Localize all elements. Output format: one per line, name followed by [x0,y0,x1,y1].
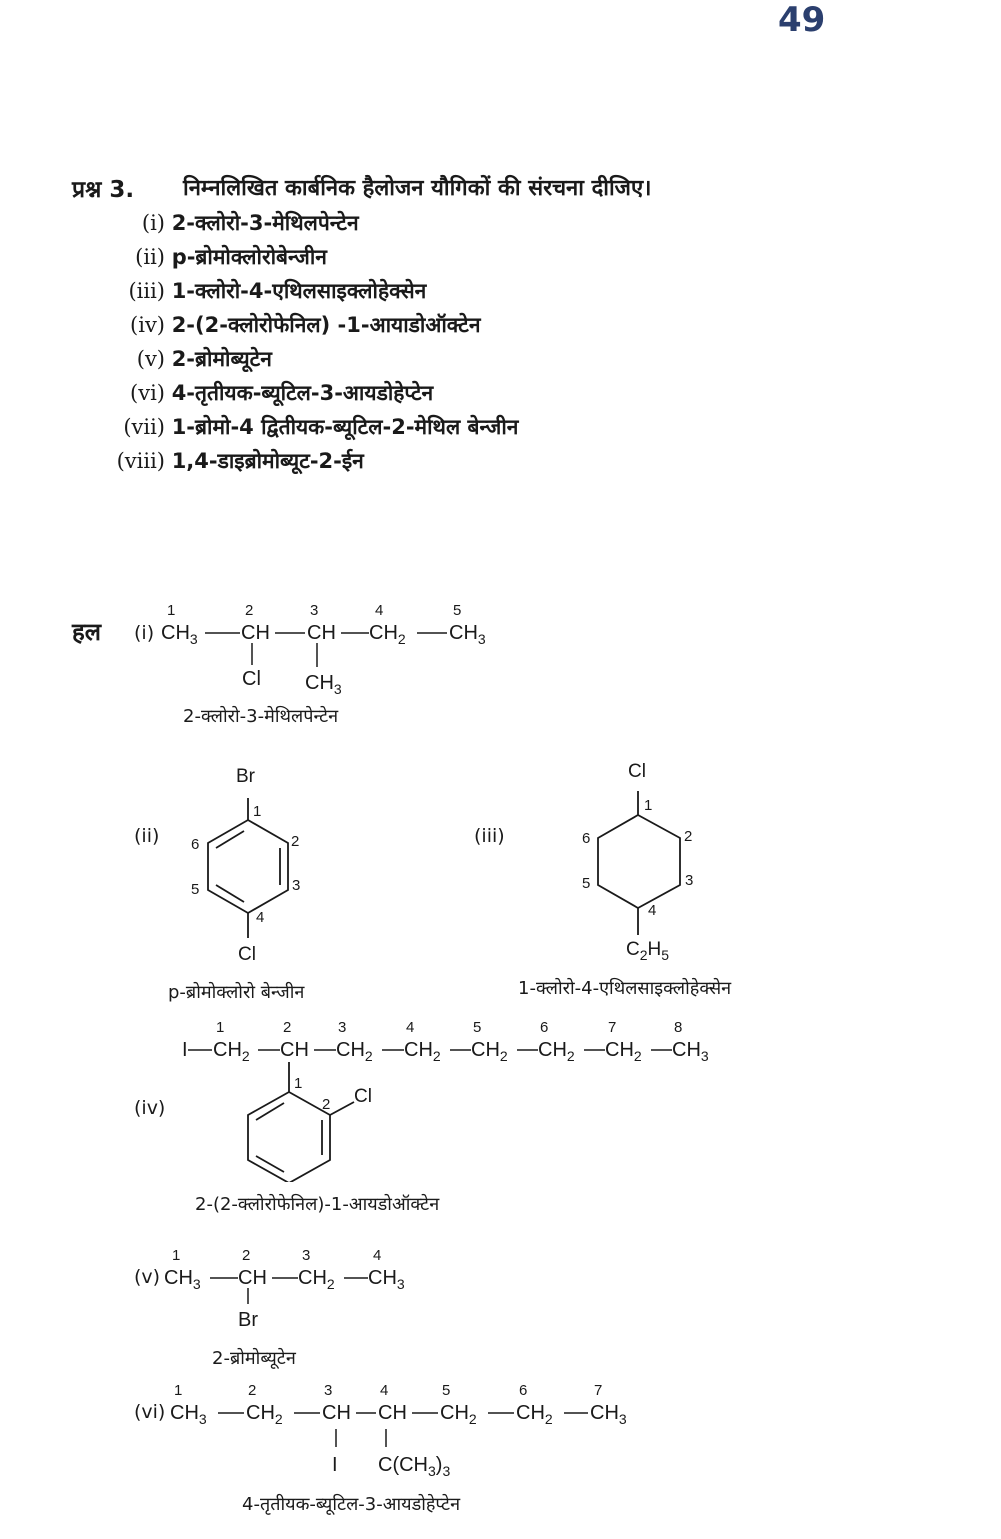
svg-text:4: 4 [380,1382,389,1399]
svg-text:2: 2 [248,1382,257,1399]
page-number: 49 [778,0,826,40]
svg-text:CH2: $CH_2$ [213,1039,250,1064]
svg-text:CH: CH [307,622,336,644]
svg-text:C2H5: $C_2H_5$ [626,939,670,963]
svg-text:5: 5 [582,875,591,892]
svg-text:CH2: $CH_2$ [246,1402,283,1427]
question-item [110,311,481,339]
item-number: (vi) [130,381,165,405]
caption-iii: 1-क्लोरो-4-एथिलसाइक्लोहेक्सेन [518,978,732,999]
svg-text:CH2: $CH_2$ [336,1039,373,1064]
svg-text:3: 3 [310,602,319,619]
structure-4-tert-butyl-3-iodoheptane [164,1375,654,1485]
svg-text:Cl: Cl [354,1086,372,1107]
svg-text:CH2: $CH_2$ [605,1039,642,1064]
svg-text:1: 1 [216,1019,225,1036]
svg-text:1: 1 [167,602,176,619]
svg-text:2: 2 [245,602,254,619]
svg-text:4: 4 [406,1019,415,1036]
item-number: (ii) [135,245,165,269]
item-number: (viii) [116,449,165,473]
svg-text:Cl: Cl [238,944,256,965]
solution-label: हल [72,618,102,646]
svg-text:CH3: $CH_3$ [161,622,198,647]
svg-text:CH: CH [378,1402,407,1424]
solution-mark-iii: (iii) [474,825,505,847]
svg-text:C(CH3)3: $C(CH_3)_3$ [378,1454,451,1479]
svg-text:3: 3 [338,1019,347,1036]
item-text: 2-ब्रोमोब्यूटेन [171,347,272,371]
svg-text:CH2: $CH_2$ [471,1039,508,1064]
svg-text:Cl: Cl [242,668,261,690]
question-item [110,345,272,373]
svg-text:2: 2 [684,828,693,845]
svg-text:CH: CH [238,1267,267,1289]
svg-text:CH3: $CH_3$ [672,1039,709,1064]
question-item [110,209,359,237]
solution-mark-i: (i) [134,622,155,644]
svg-text:6: 6 [191,836,200,853]
svg-text:4: 4 [256,909,265,926]
structure-2-bromobutane [160,1240,430,1335]
svg-text:CH3: $CH_3$ [305,672,342,697]
item-text: 1-ब्रोमो-4 द्वितीयक-ब्यूटिल-2-मेथिल बेन्जीन [171,415,519,439]
svg-text:CH3: $CH_3$ [368,1267,405,1292]
svg-text:4: 4 [373,1247,382,1264]
svg-text:CH3: $CH_3$ [164,1267,201,1292]
structure-1-chloro-4-ethylcyclohexane [570,755,720,970]
caption-v: 2-ब्रोमोब्यूटेन [212,1348,296,1369]
svg-text:3: 3 [324,1382,333,1399]
solution-mark-ii: (ii) [134,825,160,847]
item-text: 2-क्लोरो-3-मेथिलपेन्टेन [171,211,359,235]
svg-text:2: 2 [291,833,300,850]
svg-text:I: I [332,1454,338,1476]
question-text: निम्नलिखित कार्बनिक हैलोजन यौगिकों की संरचना दीजिए। [183,176,652,201]
item-number: (i) [141,211,165,235]
svg-text:8: 8 [674,1019,683,1036]
svg-text:6: 6 [519,1382,528,1399]
svg-text:CH2: $CH_2$ [404,1039,441,1064]
svg-text:CH2: $CH_2$ [369,622,406,647]
svg-text:3: 3 [685,872,694,889]
svg-text:2: 2 [283,1019,292,1036]
svg-text:CH2: $CH_2$ [298,1267,335,1292]
structure-2-chlorophenyl-iodooctane [176,1012,736,1182]
question-item [110,447,364,475]
item-text: 4-तृतीयक-ब्यूटिल-3-आयडोहेप्टेन [171,381,434,405]
item-text: 1-क्लोरो-4-एथिलसाइक्लोहेक्सेन [171,279,427,303]
svg-text:CH: CH [241,622,270,644]
svg-text:CH2: $CH_2$ [516,1402,553,1427]
svg-text:5: 5 [453,602,462,619]
item-number: (iv) [130,313,165,337]
item-number: (v) [136,347,165,371]
caption-iv: 2-(2-क्लोरोफेनिल)-1-आयडोऑक्टेन [195,1194,440,1215]
item-number: (vii) [123,415,165,439]
svg-text:3: 3 [292,877,301,894]
caption-i: 2-क्लोरो-3-मेथिलपेन्टेन [183,706,339,727]
caption-vi: 4-तृतीयक-ब्यूटिल-3-आयडोहेप्टेन [242,1494,461,1515]
svg-text:1: 1 [294,1075,303,1092]
svg-text:2: 2 [322,1096,331,1113]
svg-text:3: 3 [302,1247,311,1264]
question-item [110,243,327,271]
svg-text:6: 6 [582,830,591,847]
svg-text:5: 5 [442,1382,451,1399]
svg-text:2: 2 [242,1247,251,1264]
svg-text:Br: Br [238,1309,258,1331]
solution-mark-v: (v) [134,1266,161,1288]
svg-text:CH: CH [322,1402,351,1424]
svg-text:CH2: $CH_2$ [440,1402,477,1427]
item-text: 1,4-डाइब्रोमोब्यूट-2-ईन [171,449,364,473]
structure-p-bromochlorobenzene [180,760,320,970]
solution-mark-iv: (iv) [134,1097,166,1119]
question-item [110,413,518,441]
svg-text:1: 1 [253,803,262,820]
svg-text:CH: CH [280,1039,309,1061]
item-text: 2-(2-क्लोरोफेनिल) -1-आयाडोऑक्टेन [171,313,481,337]
svg-text:1: 1 [172,1247,181,1264]
svg-text:CH3: $CH_3$ [590,1402,627,1427]
svg-text:4: 4 [648,902,657,919]
svg-text:Br: Br [236,766,255,787]
svg-text:CH2: $CH_2$ [538,1039,575,1064]
svg-text:4: 4 [375,602,384,619]
question-item [110,277,426,305]
svg-text:CH3: $CH_3$ [170,1402,207,1427]
svg-text:7: 7 [608,1019,617,1036]
svg-text:Cl: Cl [628,761,646,782]
svg-text:6: 6 [540,1019,549,1036]
item-text: p-ब्रोमोक्लोरोबेन्जीन [171,245,327,269]
structure-2-chloro-3-methylpentane [155,595,515,700]
solution-mark-vi: (vi) [134,1401,166,1423]
svg-text:1: 1 [644,797,653,814]
question-label: प्रश्न 3. [72,177,135,203]
svg-text:I: I [182,1039,188,1061]
svg-text:7: 7 [594,1382,603,1399]
svg-text:1: 1 [174,1382,183,1399]
svg-text:CH3: $CH_3$ [449,622,486,647]
svg-text:5: 5 [191,881,200,898]
svg-text:5: 5 [473,1019,482,1036]
caption-ii: p-ब्रोमोक्लोरो बेन्जीन [168,982,305,1003]
item-number: (iii) [128,279,165,303]
question-item [110,379,433,407]
